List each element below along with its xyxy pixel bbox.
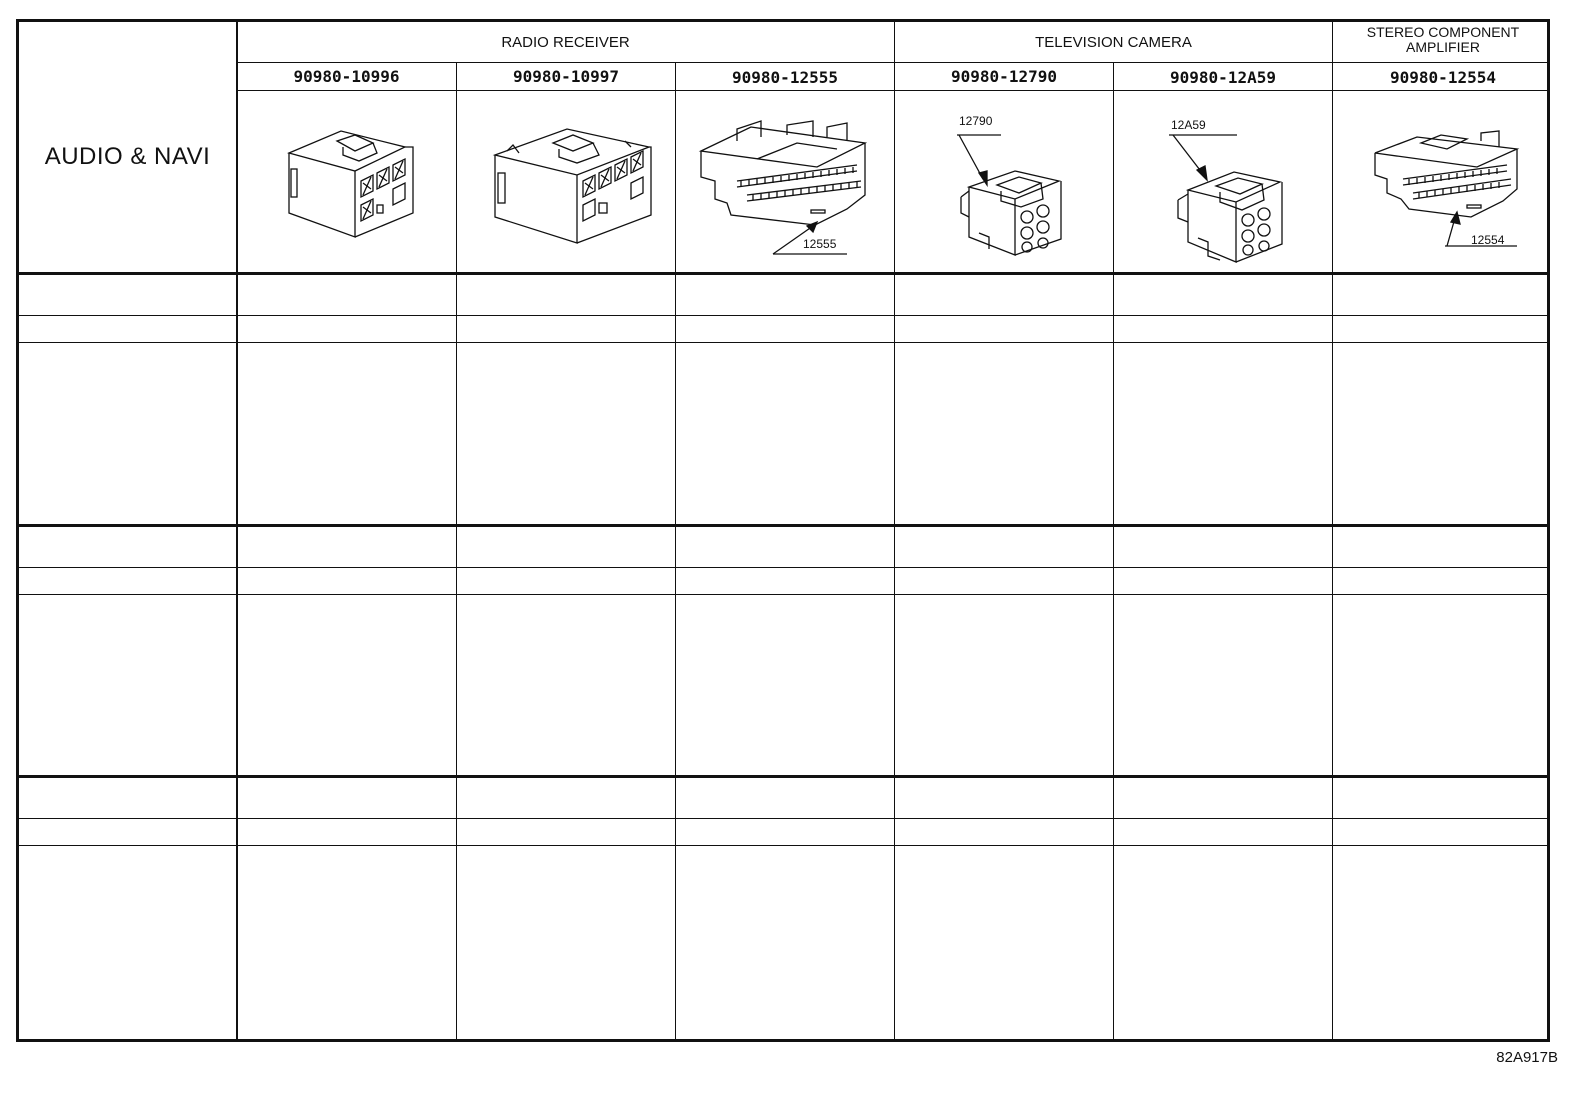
group-header-line: AMPLIFIER xyxy=(1406,39,1480,55)
group-header-line: STEREO COMPONENT xyxy=(1366,24,1520,40)
row-divider xyxy=(19,775,1547,778)
column-divider xyxy=(236,22,238,1039)
row-divider xyxy=(19,567,1547,568)
column-divider xyxy=(675,63,676,1039)
header-divider xyxy=(236,90,1547,91)
row-divider xyxy=(19,845,1547,846)
row-divider xyxy=(19,524,1547,527)
column-divider xyxy=(456,63,457,1039)
connector-12554-icon xyxy=(1371,125,1521,225)
connector-10996-icon xyxy=(281,125,421,245)
part-number-5: 90980-12A59 xyxy=(1170,68,1276,87)
figure-code: 82A917B xyxy=(1496,1049,1558,1066)
connector-chart-table xyxy=(16,19,1550,1042)
connector-10997-icon xyxy=(489,125,659,250)
column-divider xyxy=(1332,22,1333,1039)
part-number-6: 90980-12554 xyxy=(1390,68,1496,87)
callout-12790: 12790 xyxy=(959,114,993,128)
row-divider xyxy=(19,818,1547,819)
callout-leader-12790 xyxy=(957,131,1017,191)
part-number-1: 90980-10996 xyxy=(293,67,400,86)
part-number-2: 90980-10997 xyxy=(513,67,619,86)
column-divider xyxy=(1113,63,1114,1039)
callout-leader-12a59 xyxy=(1169,132,1249,192)
group-header-television-camera: TELEVISION CAMERA xyxy=(1035,34,1192,51)
callout-12555: 12555 xyxy=(803,237,837,251)
callout-12a59: 12A59 xyxy=(1171,118,1206,132)
part-number-3: 90980-12555 xyxy=(732,68,838,87)
part-number-4: 90980-12790 xyxy=(951,67,1057,86)
column-divider xyxy=(894,22,895,1039)
header-divider xyxy=(236,62,1547,63)
row-divider xyxy=(19,272,1547,275)
connector-12555-icon xyxy=(697,115,877,230)
group-header-stereo-component-amplifier xyxy=(1333,25,1553,55)
row-divider xyxy=(19,594,1547,595)
callout-12554: 12554 xyxy=(1471,233,1505,247)
group-header-radio-receiver: RADIO RECEIVER xyxy=(501,34,630,51)
section-title: AUDIO & NAVI xyxy=(44,143,211,170)
row-divider xyxy=(19,315,1547,316)
row-divider xyxy=(19,342,1547,343)
